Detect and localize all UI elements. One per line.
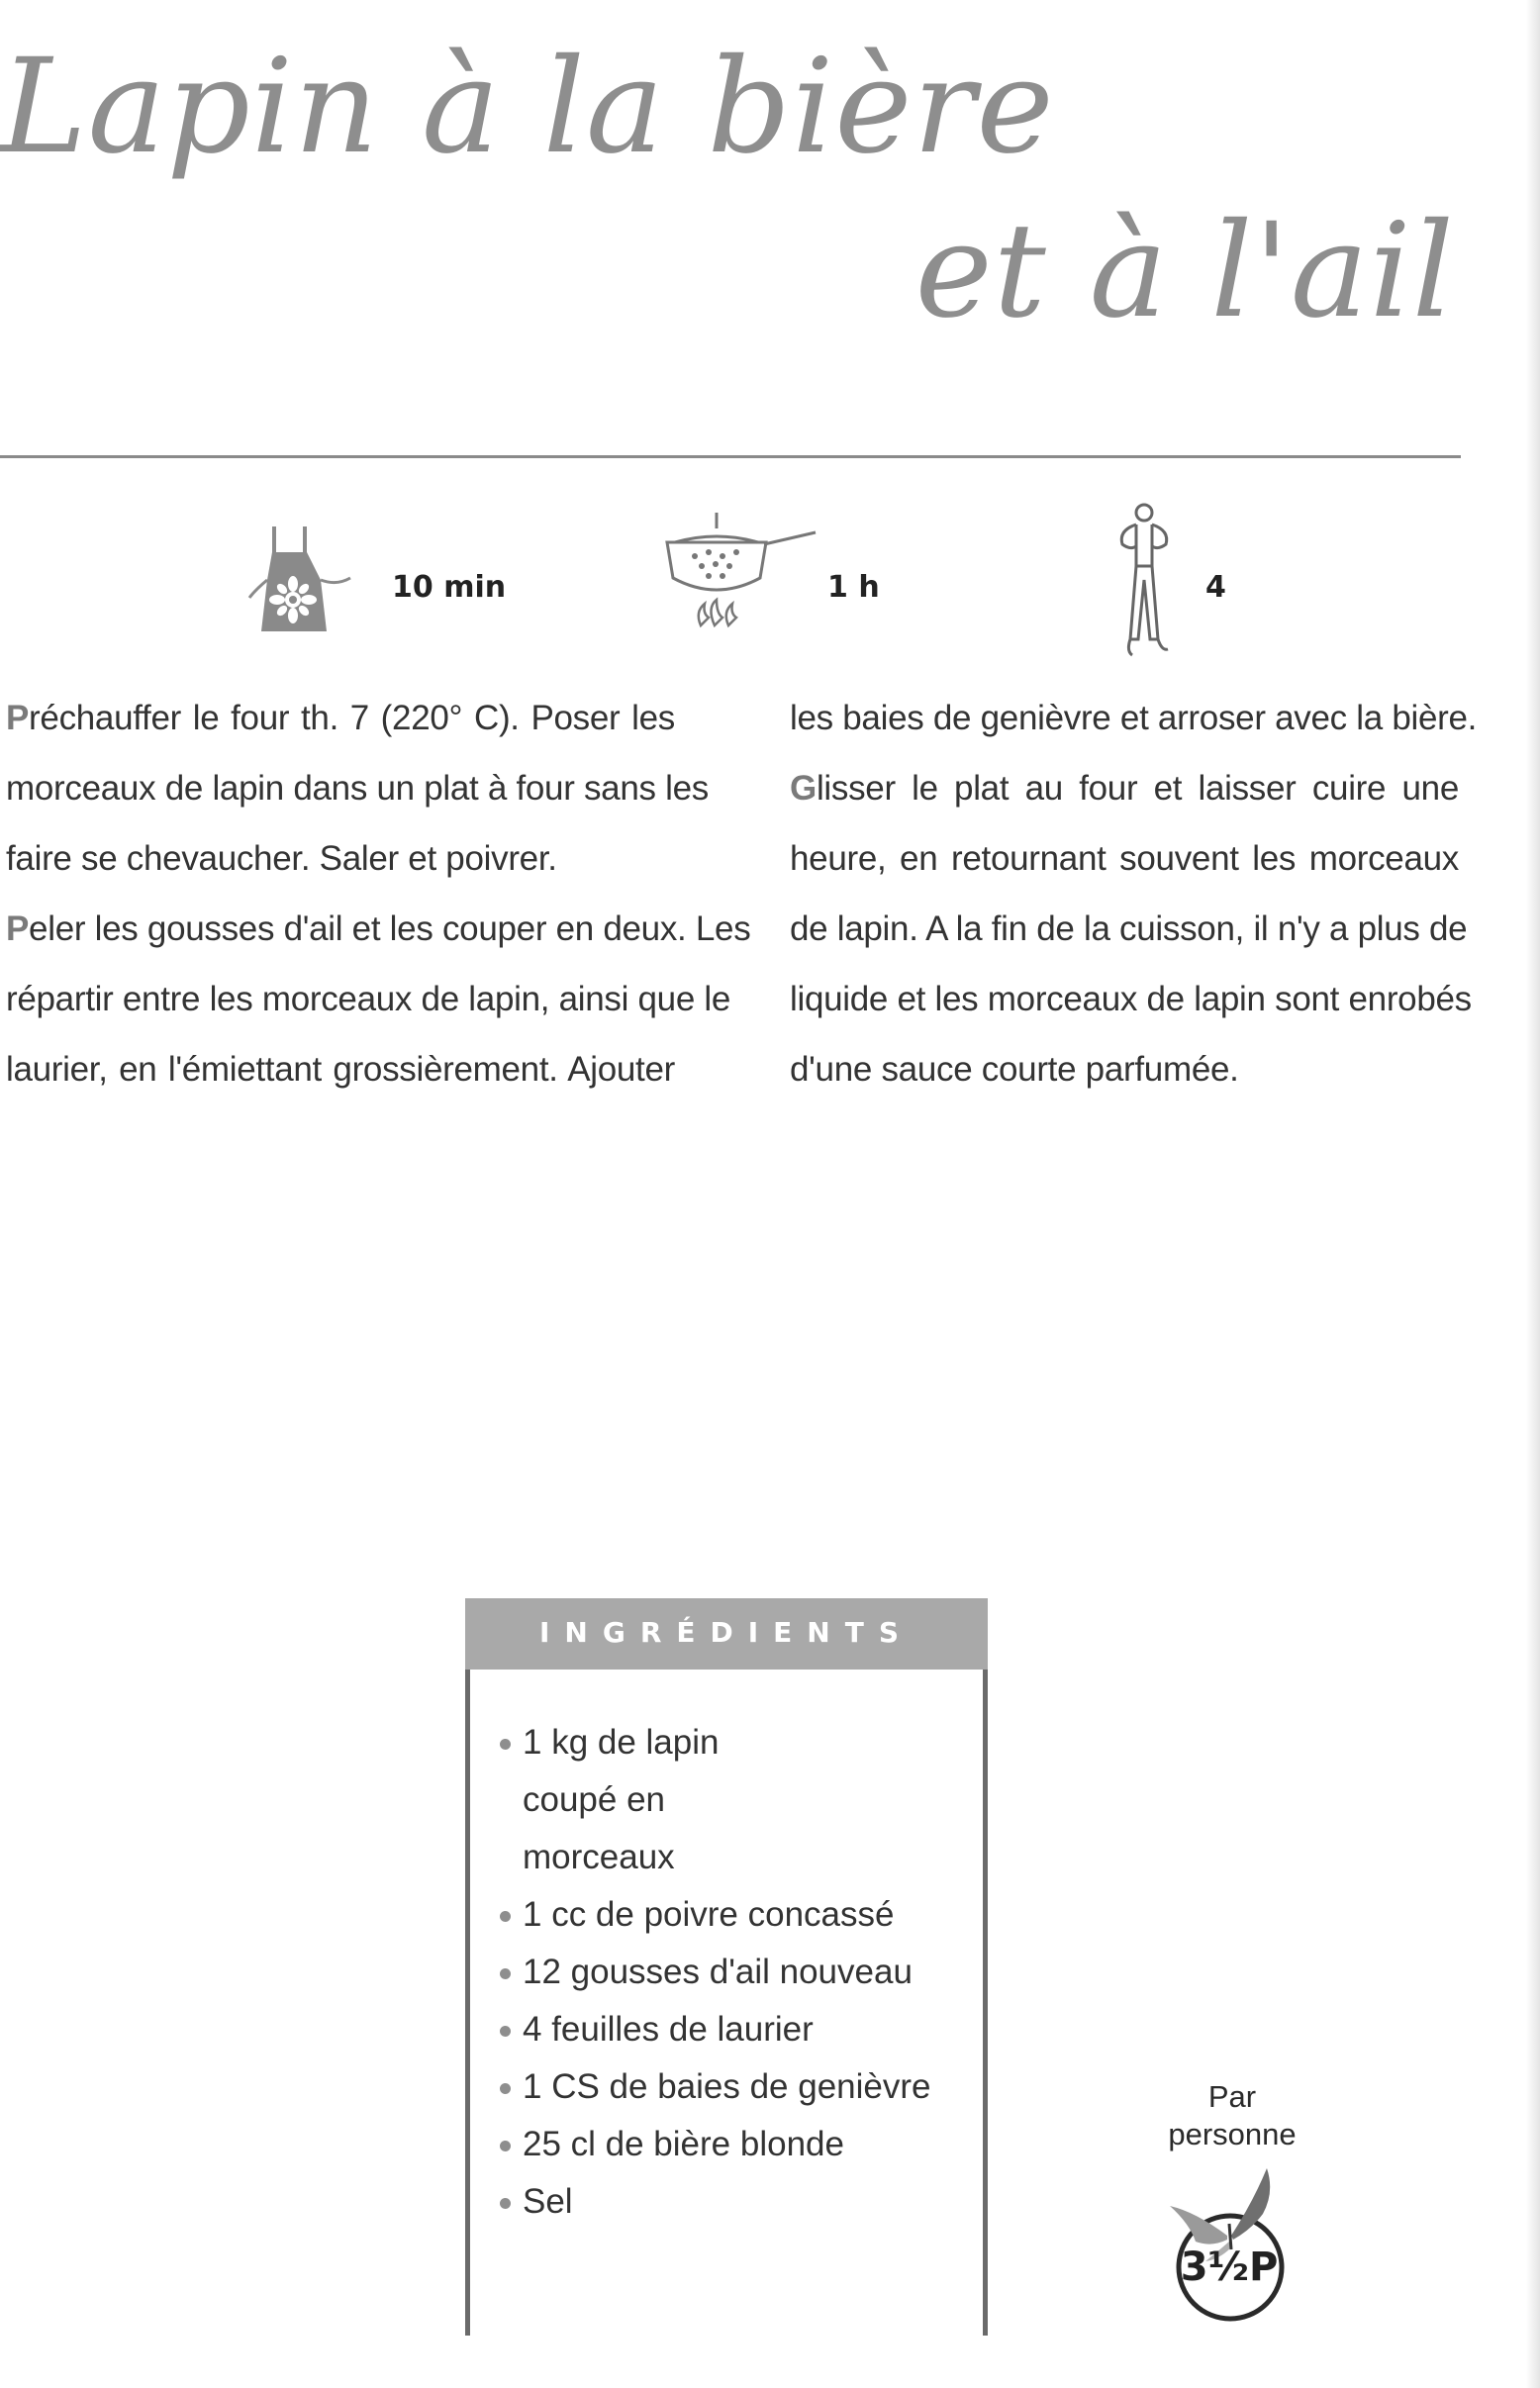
ingredient-item: 1 cc de poivre concassé (497, 1886, 958, 1944)
drop-cap: P (6, 699, 30, 737)
instruction-line: les baies de genièvre et arroser avec la bière. (790, 699, 1478, 737)
instruction-line: de lapin. A la fin de la cuisson, il n'y a plus de (790, 909, 1468, 948)
title-divider (0, 455, 1461, 458)
person-icon (1108, 501, 1178, 661)
pot-icon (661, 509, 819, 639)
box-left-border (465, 1670, 470, 2336)
drop-cap: G (790, 769, 817, 808)
instruction-line: heure, en retournant souvent les morceaux (790, 839, 1459, 878)
recipe-title-line-1: Lapin à la bière (0, 31, 1055, 183)
instruction-line: répartir entre les morceaux de lapin, ainsi que le (6, 980, 731, 1018)
ingredients-header (465, 1598, 988, 1670)
ingredient-item: 1 CS de baies de genièvre (497, 2058, 958, 2116)
servings-value: 4 (1205, 570, 1226, 605)
ingredient-item: 12 gousses d'ail nouveau (497, 1944, 958, 2001)
ingredient-item: 25 cl de bière blonde (497, 2116, 958, 2173)
instructions-right-column (790, 683, 1478, 1104)
ingredient-item: 4 feuilles de laurier (497, 2001, 958, 2058)
recipe-title-line-2: et à l'ail (914, 195, 1455, 347)
instruction-line: liquide et les morceaux de lapin sont enrobés (790, 980, 1472, 1018)
ingredient-item: Sel (497, 2173, 958, 2231)
prep-time-value: 10 min (392, 570, 507, 605)
instruction-line: faire se chevaucher. Saler et poivrer. (6, 839, 557, 878)
ingredients-list (497, 1714, 958, 2231)
ingredients-box (465, 1598, 988, 2336)
instruction-line: Préchauffer le four th. 7 (220° C). Poser les (6, 699, 675, 737)
instruction-line: d'une sauce courte parfumée. (790, 1050, 1239, 1089)
per-person-label: Par personne (1168, 2079, 1297, 2151)
instruction-line: Peler les gousses d'ail et les couper en deux. Les (6, 909, 751, 948)
instructions-left-column (6, 683, 751, 1104)
ingredients-header-label: INGRÉDIENTS (538, 1616, 914, 1649)
points-value: 3½P (1180, 2245, 1279, 2290)
box-right-border (983, 1670, 988, 2336)
instruction-line: laurier, en l'émiettant grossièrement. Ajouter (6, 1050, 675, 1089)
cook-time-value: 1 h (827, 570, 880, 605)
apron-icon (247, 521, 366, 635)
butterfly-icon (1156, 2162, 1304, 2321)
instruction-line: Glisser le plat au four et laisser cuire une (790, 769, 1459, 808)
instruction-line: morceaux de lapin dans un plat à four sans les (6, 769, 709, 808)
page-edge-shadow (1526, 0, 1540, 2388)
drop-cap: P (6, 909, 30, 948)
ingredient-item: 1 kg de lapin coupé en morceaux (497, 1714, 819, 1886)
